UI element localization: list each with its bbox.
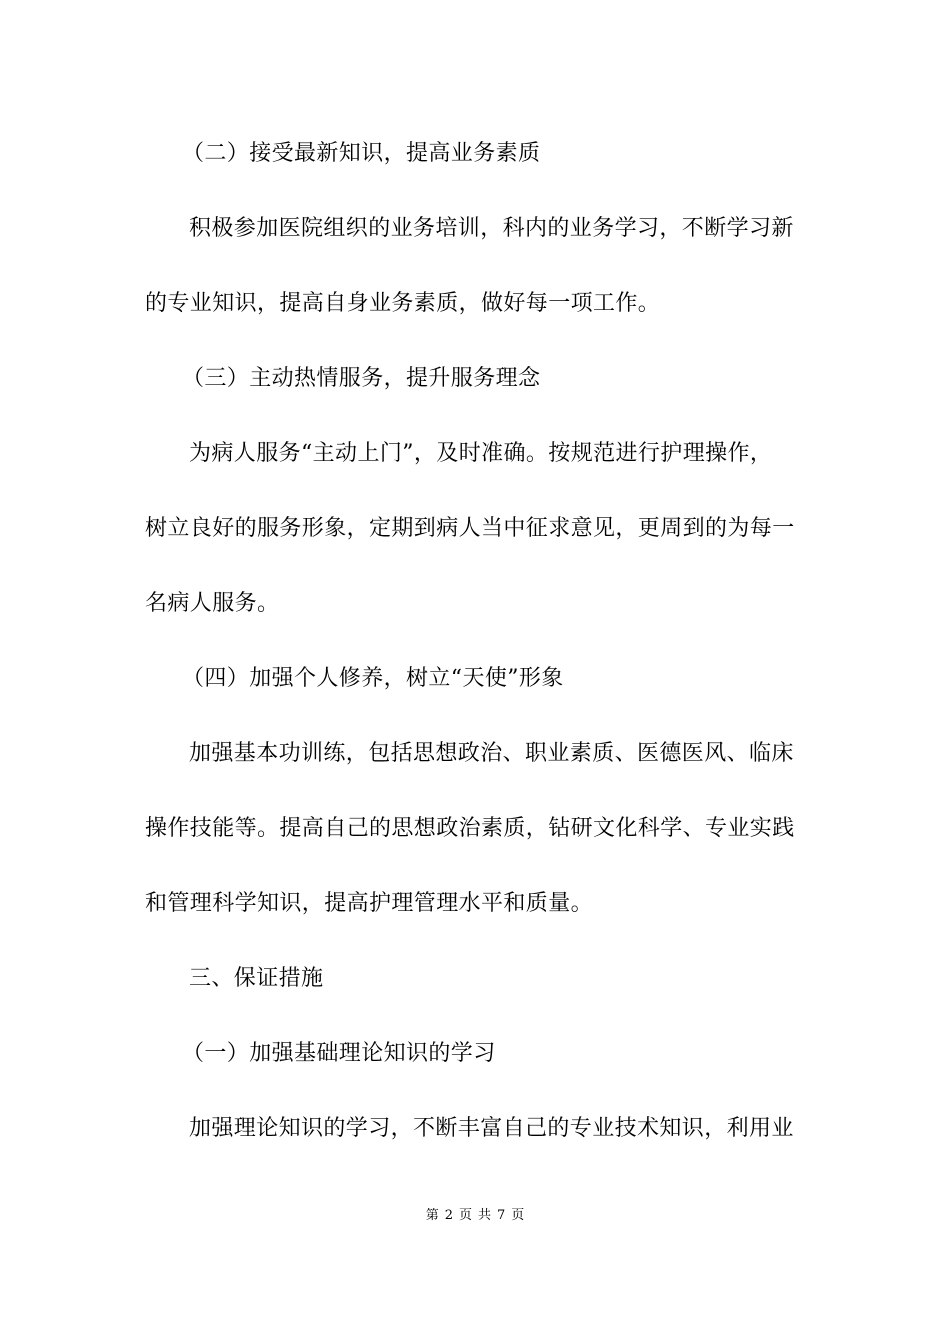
paragraph-line: 加强基本功训练，包括思想政治、职业素质、医德医风、临床 bbox=[189, 741, 794, 766]
footer-total-pages: 7 bbox=[497, 1208, 506, 1223]
paragraph-line: 树立良好的服务形象，定期到病人当中征求意见，更周到的为每一 bbox=[145, 516, 795, 541]
section-heading-1: （一）加强基础理论知识的学习 bbox=[182, 1041, 496, 1066]
paragraph-line: 操作技能等。提高自己的思想政治素质，钻研文化科学、专业实践 bbox=[145, 816, 795, 841]
footer-suffix: 页 bbox=[511, 1208, 525, 1223]
section-heading-4: （四）加强个人修养，树立“天使”形象 bbox=[182, 666, 564, 691]
footer-prefix: 第 bbox=[425, 1208, 439, 1223]
paragraph-line: 加强理论知识的学习，不断丰富自己的专业技术知识，利用业 bbox=[189, 1116, 794, 1141]
footer-page-word: 页 bbox=[458, 1208, 472, 1223]
paragraph-line: 名病人服务。 bbox=[145, 591, 280, 616]
footer-total-word: 共 bbox=[478, 1208, 492, 1223]
paragraph-line: 积极参加医院组织的业务培训，科内的业务学习，不断学习新 bbox=[189, 216, 794, 241]
section-heading-2: （二）接受最新知识，提高业务素质 bbox=[182, 141, 541, 166]
paragraph-line: 和管理科学知识，提高护理管理水平和质量。 bbox=[145, 891, 594, 916]
section-heading-3: （三）主动热情服务，提升服务理念 bbox=[182, 366, 541, 391]
chapter-heading: 三、保证措施 bbox=[189, 966, 324, 991]
paragraph-line: 的专业知识，提高自身业务素质，做好每一项工作。 bbox=[145, 291, 661, 316]
paragraph-line: 为病人服务“主动上门”，及时准确。按规范进行护理操作， bbox=[189, 441, 773, 466]
page-footer bbox=[0, 1207, 950, 1225]
footer-current-page: 2 bbox=[444, 1208, 453, 1223]
